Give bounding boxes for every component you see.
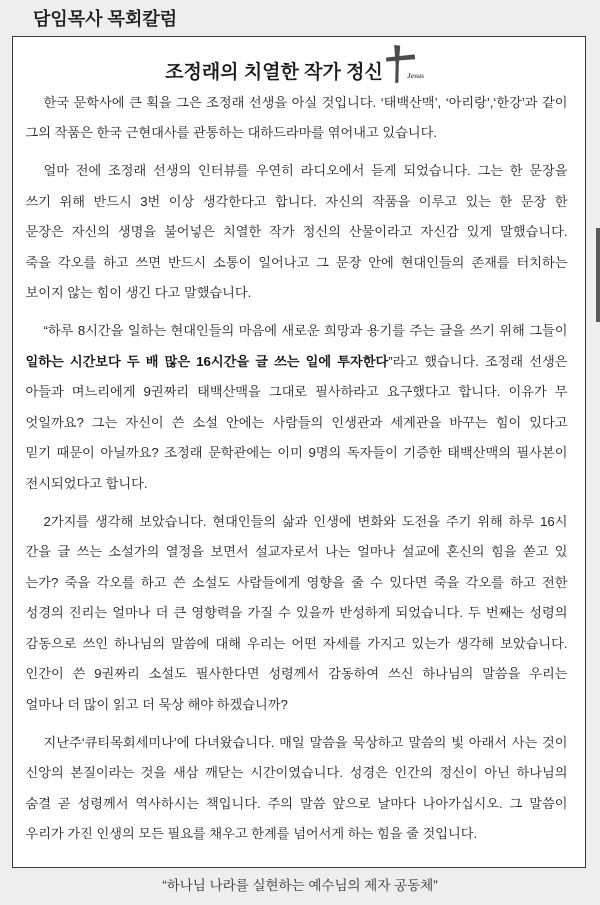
paragraph-line-text: ”라고 했습니다. 조정래 선생은: [388, 353, 568, 369]
adjacent-page-edge: [596, 228, 600, 322]
column-paragraph: [26, 728, 568, 850]
paragraph-line: 감동으로 쓰인 하나님의 말씀에 대해 우리는 어떤 자세를 가지고 있는가 생각해 보았습니다.: [25, 635, 568, 651]
logo-wordmark: Jesus: [406, 70, 424, 80]
paragraph-line: 엇일까요? 그는 자신이 쓴 소설 안에는 사람들의 인생관과 세계관을 바꾸는 힘이 있다고: [25, 414, 568, 430]
paragraph-line: 쓰기 위해 반드시 3번 이상 생각한다고 합니다. 자신의 작품을 이루고 있는 한 문장 한: [25, 193, 568, 209]
paragraph-line: 아들과 며느리에게 9권짜리 태백산맥을 그대로 필사하라고 요구했다고 합니다. 이유가 무: [25, 384, 568, 400]
paragraph-line: [26, 347, 568, 378]
cross-icon: [385, 45, 433, 85]
column-title: 조정래의 치열한 작가 정신: [165, 61, 383, 83]
paragraph-line: 인간이 쓴 9권짜리 소설도 필사한다면 성령께서 감동하여 쓰신 하나님의 말씀을 우리는: [25, 666, 568, 682]
paragraph-line: 2가지를 생각해 보았습니다. 현대인들의 삶과 인생에 변화와 도전을 주기 위해 하루 16시: [43, 513, 568, 529]
paragraph-line: 숨결 곧 성령께서 역사하시는 책입니다. 주의 말씀 앞으로 날마다 나아가십시오. 그 말씀이: [25, 795, 568, 811]
paragraph-line: 간을 글 쓰는 소설가의 열정을 보면서 설교자로서 나는 얼마나 설교에 혼신의 힘을 쏟고 있: [25, 544, 568, 560]
paragraph-line: 죽을 각오를 하고 쓰면 반드시 소통이 일어나고 그 문장 안에 현대인들의 존재를 터치하는: [25, 254, 568, 270]
column-paragraph: [26, 507, 568, 721]
paragraph-line: 는가? 죽을 각오를 하고 쓴 소설도 사람들에게 영향을 줄 수 있다면 죽을 각오를 하고 전한: [25, 574, 568, 590]
paragraph-line: 한국 문학사에 큰 획을 그은 조정래 선생을 아실 것입니다. ‘태백산맥’, ‘아리랑’,‘한강’과 같이: [43, 94, 568, 110]
church-motto: “하나님 나라를 실현하는 예수님의 제자 공동체”: [162, 878, 438, 893]
column-paragraph: [26, 156, 568, 309]
paragraph-line: “하루 8시간을 일하는 현대인들의 마음에 새로운 희망과 용기를 주는 글을 쓰기 위해 그들이: [43, 323, 568, 339]
paragraph-line: 보이지 않는 힘이 생긴 다고 말했습니다.: [25, 285, 252, 301]
title-row: [13, 45, 585, 85]
column-paragraph: [26, 88, 568, 149]
column-body: [26, 88, 568, 850]
paragraph-line: 성경의 진리는 얼마나 더 큰 영향력을 가질 수 있을까 반성하게 되었습니다. 두 번째는 성령의: [25, 605, 568, 621]
paragraph-line: 전시되었다고 합니다.: [25, 475, 148, 491]
paragraph-line: 문장은 자신의 생명을 불어넣은 치열한 작가 정신의 산물이라고 자신감 있게 말했습니다.: [25, 224, 568, 240]
paragraph-line: 우리가 가진 인생의 모든 필요를 채우고 한계를 넘어서게 하는 힘을 줄 것입니다.: [25, 826, 478, 842]
column-paragraph: [26, 316, 568, 499]
section-header: 담임목사 목회칼럼: [33, 8, 178, 29]
cross-horizontal-stroke: [386, 54, 415, 61]
paragraph-line: 신앙의 본질이라는 것을 새삼 깨닫는 시간이였습니다. 성경은 인간의 정신이 아닌 하나님의: [25, 765, 568, 781]
quote-emphasis: 일하는 시간보다 두 배 많은 16시간을 글 쓰는 일에 투자한다: [25, 353, 389, 369]
paragraph-line: 그의 작품은 한국 근현대사를 관통하는 대하드라마를 엮어내고 있습니다.: [25, 125, 437, 141]
cross-vertical-stroke: [394, 45, 400, 83]
paragraph-line: 얼마 전에 조정래 선생의 인터뷰를 우연히 라디오에서 듣게 되었습니다. 그는 한 문장을: [43, 163, 568, 179]
paragraph-line: 얼마나 더 많이 읽고 더 묵상 해야 하겠습니까?: [25, 696, 288, 712]
paragraph-line: 믿기 때문이 아닐까요? 조정래 문학관에는 이미 9명의 독자들이 기증한 태백산맥의 필사본이: [25, 445, 568, 461]
column-panel: [12, 36, 586, 868]
paragraph-line: 지난주‘큐티목회세미나’에 다녀왔습니다. 매일 말씀을 묵상하고 말씀의 빛 아래서 사는 것이: [43, 734, 568, 750]
